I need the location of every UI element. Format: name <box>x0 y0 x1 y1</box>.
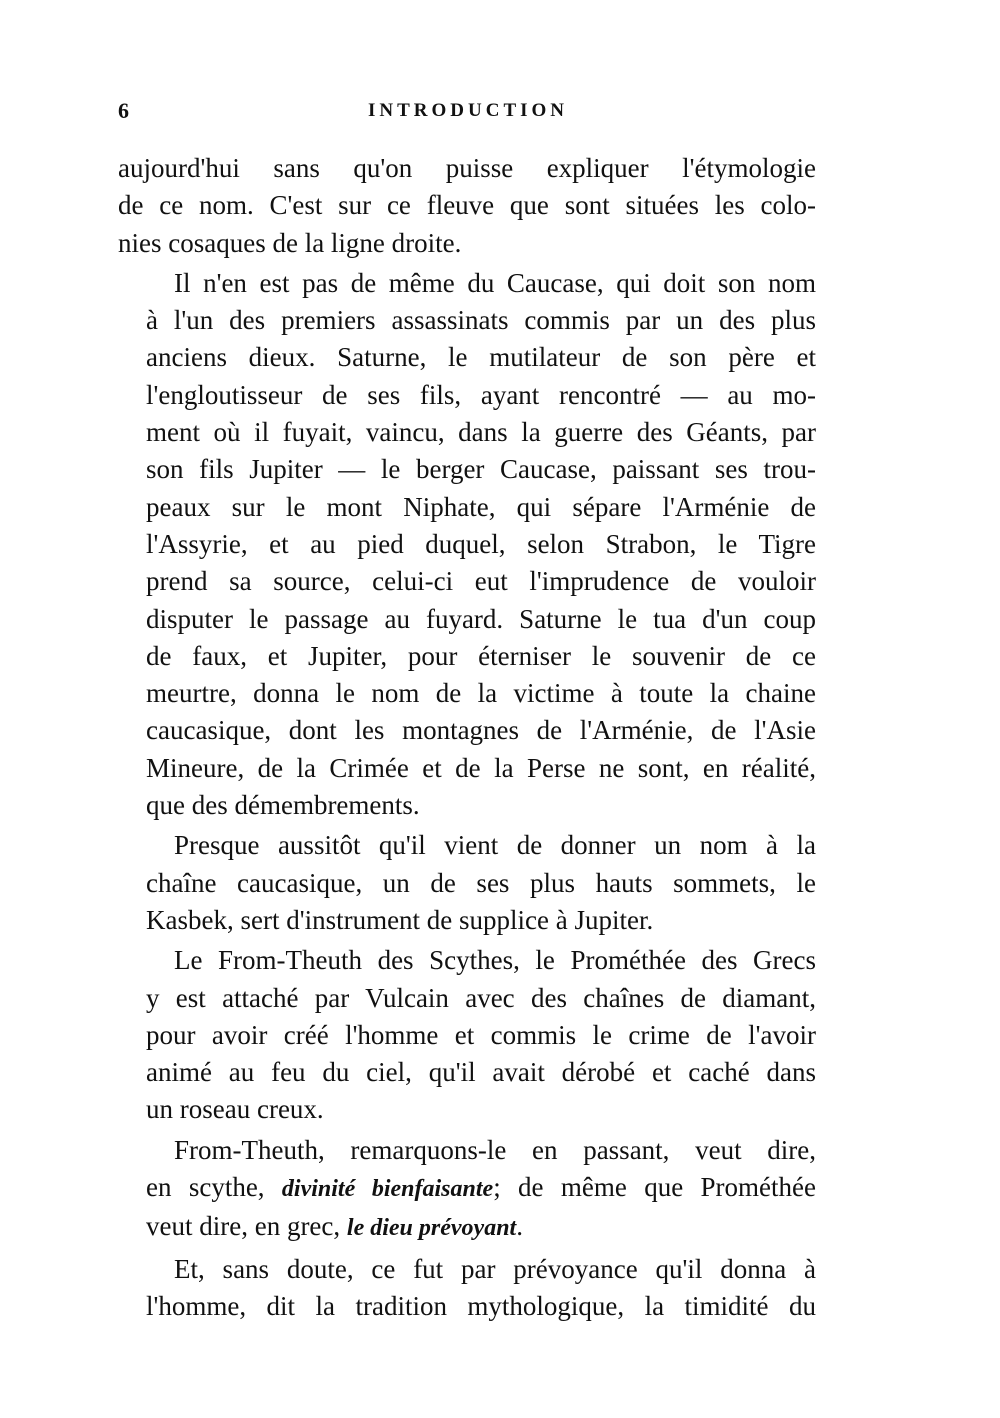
italic-phrase: divinité bienfaisante <box>281 1176 494 1203</box>
text-run: . <box>516 1211 523 1242</box>
text-line: Et, sans doute, ce fut par prévoyance qu'il donna à <box>174 1253 816 1284</box>
text-line: que des démembrements. <box>146 790 420 821</box>
body-text <box>118 150 816 1325</box>
text-line: ment où il fuyait, vaincu, dans la guerre des Géants, par <box>146 417 816 448</box>
paragraph-2 <box>118 265 816 824</box>
text-line: Mineure, de la Crimée et de la Perse ne sont, en réalité, <box>146 752 816 783</box>
paragraph-1 <box>118 150 816 262</box>
text-line: meurtre, donna le nom de la victime à toute la chaine <box>146 678 816 709</box>
paragraph-6 <box>118 1251 816 1326</box>
text-line: disputer le passage au fuyard. Saturne le tua d'un coup <box>146 603 816 634</box>
text-line: Presque aussitôt qu'il vient de donner un nom à la <box>174 830 816 861</box>
text-line: chaîne caucasique, un de ses plus hauts sommets, le <box>146 867 816 898</box>
paragraph-5 <box>118 1132 816 1248</box>
text-line: nies cosaques de la ligne droite. <box>118 227 462 258</box>
text-line: l'engloutisseur de ses fils, ayant rencontré — au mo- <box>146 379 816 410</box>
text-line <box>118 1208 816 1247</box>
text-line: caucasique, dont les montagnes de l'Arménie, de l'Asie <box>146 715 816 746</box>
text-line: Le From-Theuth des Scythes, le Prométhée des Grecs <box>174 945 816 976</box>
text-line: pour avoir créé l'homme et commis le crime de l'avoir <box>146 1019 816 1050</box>
text-line: y est attaché par Vulcain avec des chaînes de diamant, <box>146 982 816 1013</box>
text-line <box>118 1169 816 1208</box>
text-run: en scythe, <box>146 1172 265 1203</box>
text-line: un roseau creux. <box>146 1094 324 1125</box>
running-head <box>118 98 818 128</box>
italic-phrase: le dieu prévoyant <box>346 1215 517 1242</box>
text-line: peaux sur le mont Niphate, qui sépare l'Arménie de <box>146 491 816 522</box>
text-line: anciens dieux. Saturne, le mutilateur de son père et <box>146 342 816 373</box>
text-line: From-Theuth, remarquons-le en passant, veut dire, <box>174 1134 816 1165</box>
text-run: veut dire, en grec, <box>146 1211 341 1242</box>
text-line: aujourd'hui sans qu'on puisse expliquer l'étymologie <box>118 153 816 183</box>
paragraph-4 <box>118 942 816 1128</box>
text-line: de ce nom. C'est sur ce fleuve que sont situées les colo- <box>118 190 816 221</box>
chapter-title: INTRODUCTION <box>368 100 569 121</box>
text-line: prend sa source, celui-ci eut l'imprudence de vouloir <box>146 566 816 597</box>
text-line: Kasbek, sert d'instrument de supplice à Jupiter. <box>146 904 654 935</box>
text-line: à l'un des premiers assassinats commis par un des plus <box>146 305 816 336</box>
text-run: ; de même que Prométhée <box>493 1172 816 1203</box>
text-line: l'Assyrie, et au pied duquel, selon Strabon, le Tigre <box>146 528 816 559</box>
text-line: animé au feu du ciel, qu'il avait dérobé et caché dans <box>146 1057 816 1088</box>
text-line: l'homme, dit la tradition mythologique, la timidité du <box>146 1290 816 1321</box>
paragraph-3 <box>118 827 816 939</box>
text-line: son fils Jupiter — le berger Caucase, paissant ses trou- <box>146 454 816 485</box>
text-line: Il n'en est pas de même du Caucase, qui doit son nom <box>174 267 816 298</box>
page-number: 6 <box>118 98 129 123</box>
text-line: de faux, et Jupiter, pour éterniser le souvenir de ce <box>146 640 816 671</box>
